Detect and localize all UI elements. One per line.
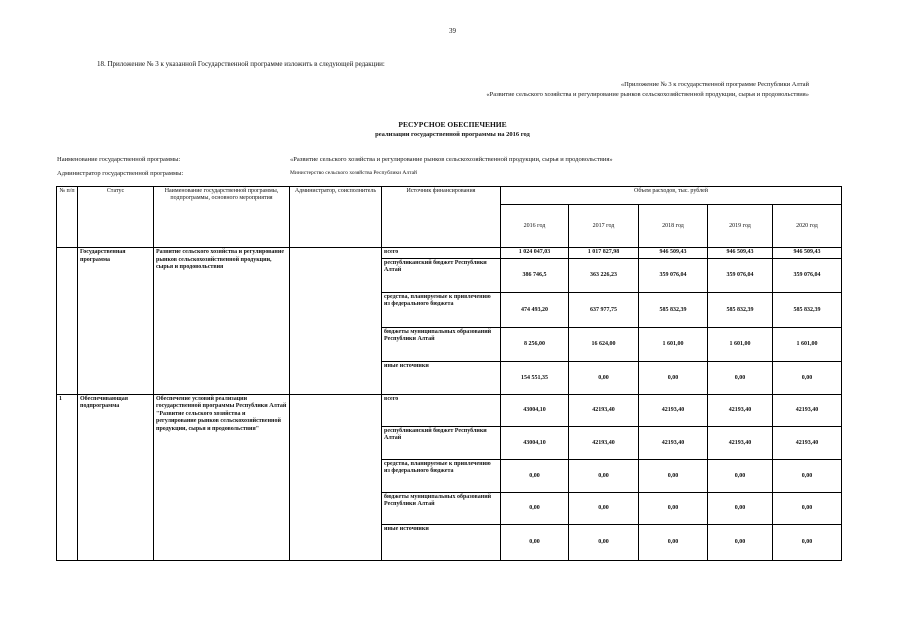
value-cell: 0,00 — [773, 524, 842, 560]
value-cell: 1 017 827,98 — [569, 248, 639, 259]
row-status: Государственная программа — [78, 248, 154, 395]
value-cell: 8 256,00 — [501, 327, 569, 361]
row-name: Обеспечение условий реализации государственной программы Республики Алтай "Развитие сельского хозяйства и регулирование рынков сельскохозяйственной продукции, сырья и продовольствия" — [154, 394, 290, 560]
value-cell: 0,00 — [501, 492, 569, 524]
row-status: Обеспечивающая подпрограмма — [78, 394, 154, 560]
value-cell: 42193,40 — [708, 394, 773, 426]
row-admin — [290, 394, 382, 560]
program-name-value: «Развитие сельского хозяйства и регулирование рынков сельскохозяйственной продукции, сырья и продовольствия» — [290, 156, 613, 163]
source-cell: средства, планируемые к привлечению из федерального бюджета — [382, 459, 501, 492]
value-cell: 0,00 — [569, 524, 639, 560]
value-cell: 0,00 — [569, 492, 639, 524]
value-cell: 42193,40 — [639, 394, 708, 426]
table-row — [57, 248, 842, 259]
row-num: 1 — [57, 394, 78, 560]
table-row — [57, 394, 842, 426]
value-cell: 1 601,00 — [773, 327, 842, 361]
value-cell: 359 076,04 — [708, 258, 773, 292]
intro-text: 18. Приложение № 3 к указанной Государственной программе изложить в следующей редакции: — [97, 60, 385, 68]
value-cell: 42193,40 — [773, 394, 842, 426]
value-cell: 1 024 047,03 — [501, 248, 569, 259]
administrator-value: Министерство сельского хозяйства Республики Алтай — [290, 170, 417, 176]
source-cell: средства, планируемые к привлечению из федерального бюджета — [382, 292, 501, 327]
value-cell: 0,00 — [639, 524, 708, 560]
value-cell: 42193,40 — [569, 394, 639, 426]
row-admin — [290, 248, 382, 395]
value-cell: 42193,40 — [639, 426, 708, 459]
value-cell: 0,00 — [501, 459, 569, 492]
value-cell: 0,00 — [773, 361, 842, 394]
document-title: РЕСУРСНОЕ ОБЕСПЕЧЕНИЕ — [398, 120, 507, 129]
value-cell: 0,00 — [639, 492, 708, 524]
document-subtitle: реализации государственной программы на 2016 год — [375, 131, 530, 138]
source-cell: республиканский бюджет Республики Алтай — [382, 426, 501, 459]
header-admin: Администратор, соисполнитель — [290, 187, 382, 248]
header-year: 2019 год — [708, 205, 773, 248]
value-cell: 0,00 — [569, 361, 639, 394]
header-year: 2020 год — [773, 205, 842, 248]
value-cell: 0,00 — [708, 459, 773, 492]
value-cell: 474 493,20 — [501, 292, 569, 327]
value-cell: 0,00 — [639, 459, 708, 492]
appendix-line-1: «Приложение № 3 к государственной программе Республики Алтай — [620, 81, 809, 88]
value-cell: 585 832,39 — [773, 292, 842, 327]
source-cell: бюджеты муниципальных образований Республики Алтай — [382, 327, 501, 361]
administrator-label: Администратор государственной программы: — [57, 170, 184, 177]
value-cell: 637 977,75 — [569, 292, 639, 327]
resource-table — [56, 186, 842, 561]
value-cell: 0,00 — [708, 361, 773, 394]
value-cell: 585 832,39 — [708, 292, 773, 327]
value-cell: 0,00 — [569, 459, 639, 492]
source-cell: всего — [382, 394, 501, 426]
value-cell: 0,00 — [773, 492, 842, 524]
header-year: 2017 год — [569, 205, 639, 248]
header-year: 2018 год — [639, 205, 708, 248]
header-source: Источник финансирования — [382, 187, 501, 248]
page-number: 39 — [449, 27, 456, 35]
value-cell: 946 509,43 — [708, 248, 773, 259]
value-cell: 359 076,04 — [773, 258, 842, 292]
appendix-line-2: «Развитие сельского хозяйства и регулирование рынков сельскохозяйственной продукции, сырья и продовольствия» — [486, 91, 809, 98]
value-cell: 0,00 — [708, 492, 773, 524]
value-cell: 0,00 — [708, 524, 773, 560]
value-cell: 42193,40 — [569, 426, 639, 459]
header-expenses: Объем расходов, тыс. рублей — [501, 187, 842, 205]
value-cell: 42193,40 — [708, 426, 773, 459]
value-cell: 1 601,00 — [708, 327, 773, 361]
value-cell: 0,00 — [501, 524, 569, 560]
value-cell: 42193,40 — [773, 426, 842, 459]
value-cell: 946 509,43 — [639, 248, 708, 259]
value-cell: 946 509,43 — [773, 248, 842, 259]
header-year: 2016 год — [501, 205, 569, 248]
value-cell: 1 601,00 — [639, 327, 708, 361]
row-num — [57, 248, 78, 395]
value-cell: 154 551,35 — [501, 361, 569, 394]
value-cell: 16 624,00 — [569, 327, 639, 361]
source-cell: республиканский бюджет Республики Алтай — [382, 258, 501, 292]
header-num: № п/п — [57, 187, 78, 248]
header-status: Статус — [78, 187, 154, 248]
source-cell: бюджеты муниципальных образований Республики Алтай — [382, 492, 501, 524]
source-cell: всего — [382, 248, 501, 259]
value-cell: 585 832,39 — [639, 292, 708, 327]
source-cell: иные источники — [382, 524, 501, 560]
value-cell: 43004,10 — [501, 426, 569, 459]
row-name: Развитие сельского хозяйства и регулирование рынков сельскохозяйственной продукции, сырья и продовольствия — [154, 248, 290, 395]
value-cell: 43004,10 — [501, 394, 569, 426]
value-cell: 363 226,23 — [569, 258, 639, 292]
appendix-note — [449, 80, 809, 100]
header-name: Наименование государственной программы, подпрограммы, основного мероприятия — [154, 187, 290, 248]
value-cell: 0,00 — [773, 459, 842, 492]
value-cell: 386 746,5 — [501, 258, 569, 292]
program-name-label: Наименование государственной программы: — [57, 156, 181, 163]
source-cell: иные источники — [382, 361, 501, 394]
value-cell: 0,00 — [639, 361, 708, 394]
value-cell: 359 076,04 — [639, 258, 708, 292]
